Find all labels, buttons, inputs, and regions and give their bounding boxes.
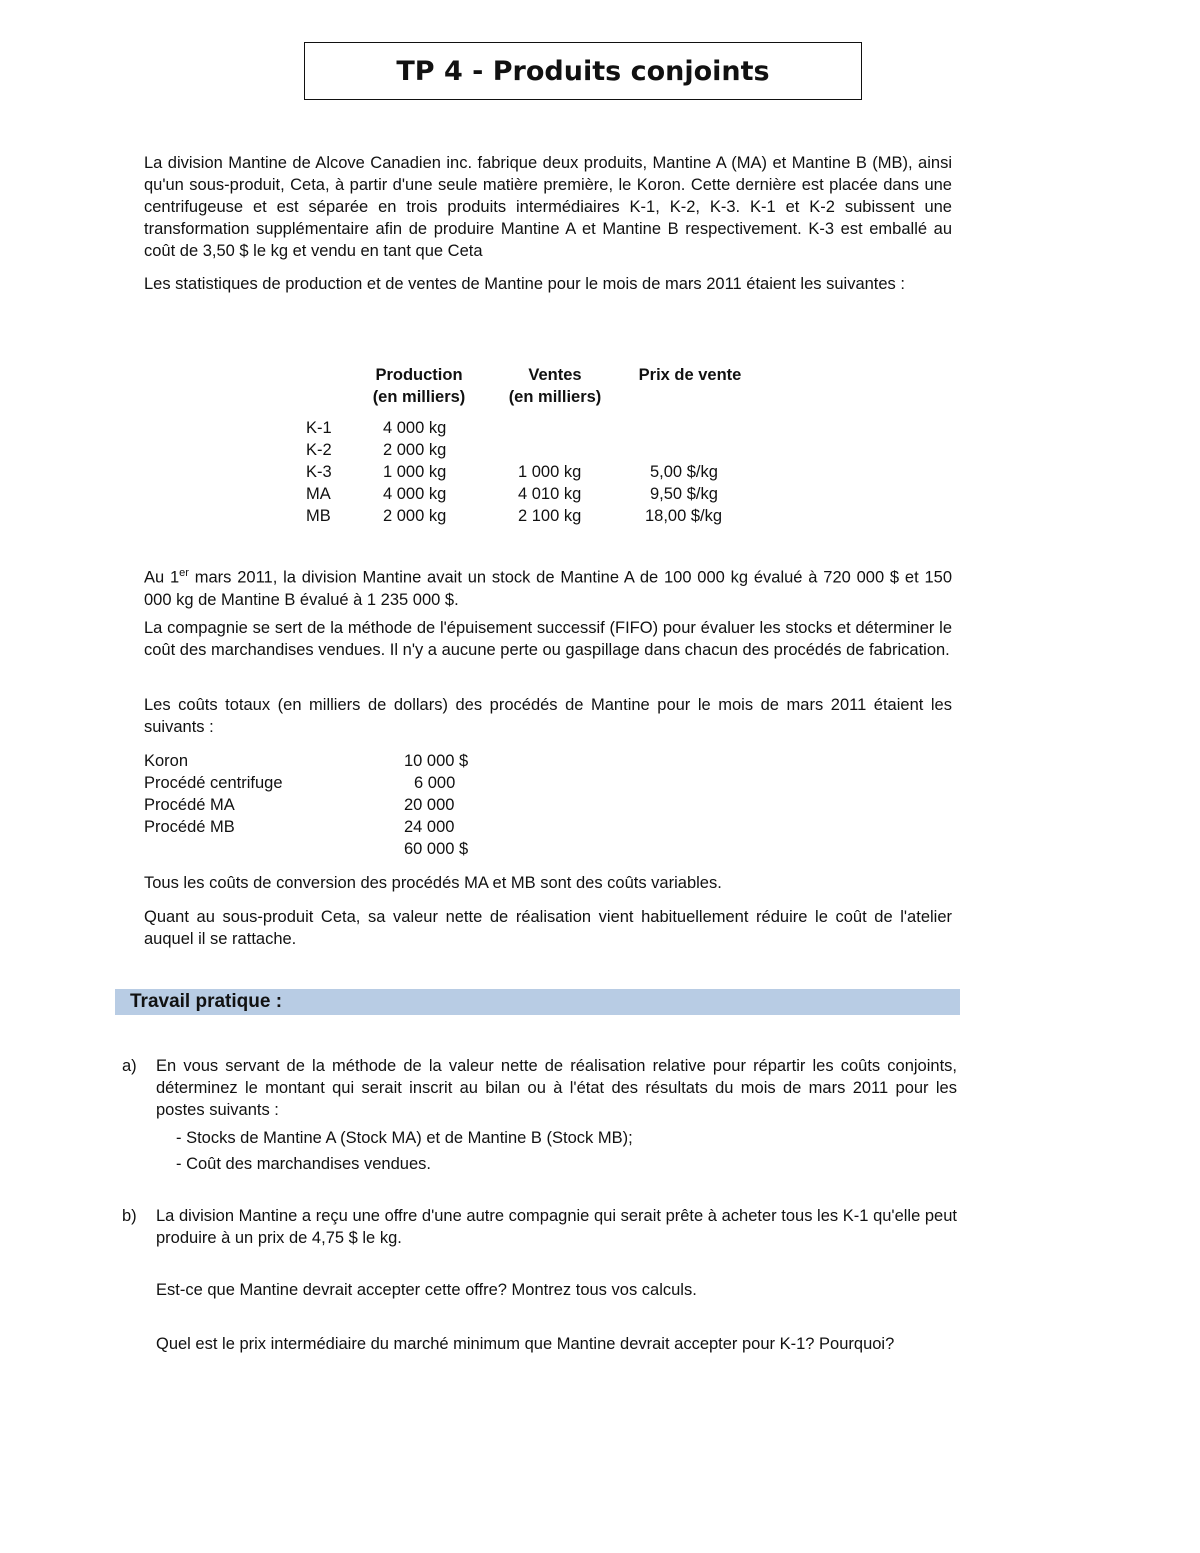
- question-b-part2: [122, 1333, 957, 1355]
- cost-value: 24 000: [404, 818, 455, 836]
- question-a-letter: a): [122, 1057, 137, 1075]
- row-label: MB: [306, 507, 331, 525]
- row-prix: 18,00 $/kg: [645, 507, 723, 525]
- cost-total-value: 60 000 $: [404, 840, 469, 858]
- fifo-text: La compagnie se sert de la méthode de l'épuisement successif (FIFO) pour évaluer les stocks et déterminer le coût des marchandises vendues. Il n'y a aucune perte ou gaspillage dans chacun des procédés de fabrication.: [144, 619, 952, 659]
- cost-value: 10 000 $: [404, 752, 469, 770]
- conversion-paragraph: [144, 872, 952, 894]
- byproduct-paragraph: [144, 906, 952, 950]
- row-label: K-3: [306, 463, 332, 481]
- cost-row: [144, 794, 504, 816]
- conversion-text: Tous les coûts de conversion des procédés MA et MB sont des coûts variables.: [144, 874, 722, 892]
- header-prix-label: Prix de vente: [638, 366, 742, 384]
- cost-value: 20 000: [404, 796, 455, 814]
- row-production: 4 000 kg: [383, 485, 447, 503]
- row-ventes: 2 100 kg: [518, 507, 582, 525]
- cost-value: 6 000: [414, 774, 456, 792]
- cost-label: Koron: [144, 752, 189, 770]
- row-production: 2 000 kg: [383, 507, 447, 525]
- question-b-text: La division Mantine a reçu une offre d'une autre compagnie qui serait prête à acheter tous les K-1 qu'elle peut produire à un prix de 4,75 $ le kg.: [156, 1207, 957, 1247]
- table-row: [306, 505, 766, 527]
- question-a-bullet: - Stocks de Mantine A (Stock MA) et de Mantine B (Stock MB);: [176, 1129, 633, 1147]
- question-a-bullet: - Coût des marchandises vendues.: [176, 1155, 431, 1173]
- cost-label: Procédé centrifuge: [144, 774, 283, 792]
- costs-intro-paragraph: [144, 694, 952, 738]
- question-b-part1: [122, 1279, 957, 1301]
- header-production-label: Production: [375, 366, 463, 384]
- header-ventes-sub: (en milliers): [508, 388, 602, 406]
- row-production: 2 000 kg: [383, 441, 447, 459]
- stock-text: [144, 562, 952, 611]
- cost-row: [144, 772, 504, 794]
- cost-row: [144, 750, 504, 772]
- header-ventes-label: Ventes: [528, 366, 582, 384]
- table-row: [306, 439, 766, 461]
- row-ventes: 4 010 kg: [518, 485, 582, 503]
- question-a-text: En vous servant de la méthode de la valeur nette de réalisation relative pour répartir les coûts conjoints, déterminez le montant qui serait inscrit au bilan ou à l'état des résultats du mois de mars 2011 pour les postes suivants :: [156, 1057, 957, 1119]
- cost-row-total: [144, 838, 504, 860]
- question-b-q2: Quel est le prix intermédiaire du marché minimum que Mantine devrait accepter pour K-1? Pourquoi?: [156, 1335, 895, 1353]
- costs-intro-text: Les coûts totaux (en milliers de dollars) des procédés de Mantine pour le mois de mars 2011 étaient les suivants :: [144, 696, 952, 736]
- header-prix: [628, 364, 752, 386]
- cost-label: Procédé MB: [144, 818, 235, 836]
- question-b: [122, 1205, 957, 1249]
- stock-prefix: Au 1: [144, 568, 180, 587]
- header-ventes: [500, 364, 610, 408]
- statistics-intro: Les statistiques de production et de ventes de Mantine pour le mois de mars 2011 étaient les suivantes :: [144, 275, 905, 293]
- row-label: MA: [306, 485, 331, 503]
- table-row: [306, 417, 766, 439]
- statistics-paragraph: [144, 273, 952, 295]
- stock-rest: mars 2011, la division Mantine avait un stock de Mantine A de 100 000 kg évalué à 720 000 $ et 150 000 kg de Mantine B évalué à 1 235 000 $.: [144, 568, 952, 609]
- page-title: TP 4 - Produits conjoints: [304, 42, 862, 100]
- header-production-sub: (en milliers): [372, 388, 466, 406]
- row-prix: 5,00 $/kg: [650, 463, 718, 481]
- row-production: 1 000 kg: [383, 463, 447, 481]
- row-label: K-1: [306, 419, 332, 437]
- table-row: [306, 461, 766, 483]
- section-heading: Travail pratique :: [115, 989, 960, 1015]
- cost-row: [144, 816, 504, 838]
- cost-label: Procédé MA: [144, 796, 235, 814]
- stock-superscript: er: [179, 567, 189, 579]
- question-a: [122, 1055, 957, 1121]
- row-prix: 9,50 $/kg: [650, 485, 718, 503]
- intro-paragraph: [144, 152, 952, 262]
- costs-table: [144, 750, 504, 860]
- header-production: [364, 364, 474, 408]
- intro-text: La division Mantine de Alcove Canadien inc. fabrique deux produits, Mantine A (MA) et Mantine B (MB), ainsi qu'un sous-produit, Ceta, à partir d'une seule matière première, le Koron. Cette dernière est placée dans une centrifugeuse et est séparée en trois produits intermédiaires K-1, K-2, K-3. K-1 et K-2 subissent une transformation supplémentaire afin de produire Mantine A et Mantine B respectivement. K-3 est emballé au coût de 3,50 $ le kg et vendu en tant que Ceta: [144, 154, 952, 260]
- table-row: [306, 483, 766, 505]
- row-ventes: 1 000 kg: [518, 463, 582, 481]
- stock-paragraph: [144, 562, 952, 611]
- byproduct-text: Quant au sous-produit Ceta, sa valeur nette de réalisation vient habituellement réduire le coût de l'atelier auquel il se rattache.: [144, 908, 952, 948]
- question-b-letter: b): [122, 1207, 137, 1225]
- row-label: K-2: [306, 441, 332, 459]
- question-b-q1: Est-ce que Mantine devrait accepter cette offre? Montrez tous vos calculs.: [156, 1281, 697, 1299]
- fifo-paragraph: [144, 617, 952, 661]
- row-production: 4 000 kg: [383, 419, 447, 437]
